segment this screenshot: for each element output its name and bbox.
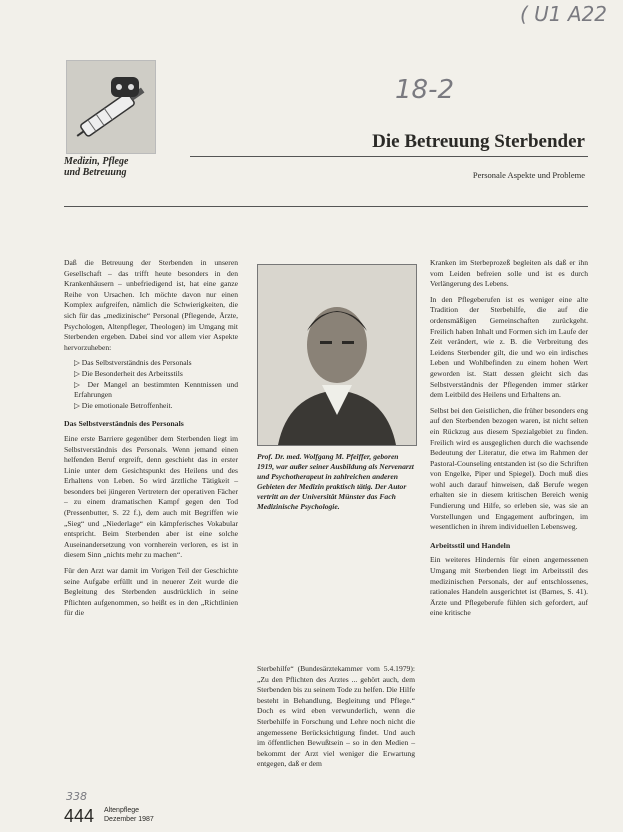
handwritten-note-top-right: ( U1 A22	[520, 2, 608, 26]
syringe-icon	[67, 61, 155, 153]
paragraph: Für den Arzt war damit im Vorigen Teil der Geschichte seine Aufgabe erfüllt und in neuerer Zeit wurde die Begleitung des Sterbenden ausdrücklich in seine Pflichten aufgenommen, so heißt es in den „Richtlinien für die	[64, 566, 238, 618]
magazine-info	[104, 806, 154, 824]
bullet-list	[64, 358, 238, 411]
paragraph: Eine erste Barriere gegenüber dem Sterbenden liegt im Selbstverständnis des Personals. Wenn jemand einen helfenden Beruf ergreift, denn geschieht das in erster Linie unter dem Gesichtspunkt des Heilens und des Erhaltens von Leben. So wird ärztliche Tätigkeit – besonders bei jüngeren Vertretern der operativen Fächer – zu einem dramatischen Kampf gegen den Tod (Pressenbutter, S. 22 f.), dem auch mit Begriffen wie „Sieg“ und „Niederlage“ ein kämpferisches Vokabular entspricht. Beim Sterbenden aber ist eine solche Auseinandersetzung von vornherein verloren, es ist in diesem Sinn „nichts mehr zu machen“.	[64, 433, 238, 560]
photo-caption: Prof. Dr. med. Wolfgang M. Pfeiffer, geboren 1919, war außer seiner Ausbildung als Nervenarzt und Psychotherapeut in zahlreichen anderen Gebieten der Medizin praktisch tätig. Der Autor vertritt an der Universität Münster das Fach Medizinische Psychologie.	[257, 452, 414, 511]
paragraph: In den Pflegeberufen ist es weniger eine alte Tradition der Sterbehilfe, die auf die ordensmäßigen Gemeinschaften zurückgeht. Freilich haben Inhalt und Formen sich im Laufe der Zeit verändert, wie z. B. die Verbreitung des Leidens Sterbender gilt, die und wo ein irdisches Leben und Wohlbefinden zu einem hohen Wert geworden ist. Statt dessen gleicht sich das Selbstverständnis der Pflegenden immer stärker dem Leitbild des Heilens und Erhaltens an.	[430, 294, 588, 400]
list-item: ▷ Der Mangel an bestimmten Kenntnissen und Erfahrungen	[74, 380, 238, 401]
title-rule	[190, 156, 588, 157]
magazine-date: Dezember 1987	[104, 816, 154, 823]
list-item: ▷ Die emotionale Betroffenheit.	[74, 401, 238, 412]
column-right	[430, 258, 588, 624]
paragraph: Ein weiteres Hindernis für einen angemessenen Umgang mit Sterbenden liegt im Arbeitsstil des medizinischen Personals, der auf entschlossenes, rationales Handeln ausgerichtet ist (Barnes, S. 41). Ärzte und Pflegeberufe fühlen sich gefordert, auf eine kritische	[430, 555, 588, 618]
list-item: ▷ Das Selbstverständnis des Personals	[74, 358, 238, 369]
paragraph: Daß die Betreuung der Sterbenden in unseren Gesellschaft – das trifft heute besonders in den Krankenhäusern – unbefriedigend ist, hat eine ganze Reihe von Ursachen. Ich möchte davon nur einen Komplex aufgreifen, nämlich die Schwierigkeiten, die sich für das „medizinische“ Personal (Pflegende, Ärzte, Psychologen, Altenpfleger, Theologen) im Umgang mit Sterbenden ergeben. Dabei sind vor allem vier Aspekte hervorzuheben:	[64, 258, 238, 352]
handwritten-note-number: 18-2	[395, 75, 455, 105]
article-title: Die Betreuung Sterbender	[372, 131, 585, 152]
section-logo-image	[66, 60, 156, 154]
paragraph: Sterbehilfe“ (Bundesärztekammer vom 5.4.1979): „Zu den Pflichten des Arztes ... gehört auch, dem Sterbenden bis zu seinem Tode zu helfen. Die Hilfe besteht in Behandlung, Begleitung und Pflege.“ Doch es wird eben verwunderlich, wenn die Sterbehilfe in Forschung und Lehre noch nicht die angemessene Berücksichtigung findet. Und auch im öffentlichen Bewußtsein – so in den Medien – bekommt der Arzt viel weniger die Erwartung entgegen, daß er dem	[257, 664, 415, 769]
section-heading: Das Selbstverständnis des Personals	[64, 419, 184, 429]
section-label	[64, 156, 184, 178]
column-middle	[257, 664, 415, 775]
magazine-name: Altenpflege	[104, 807, 140, 814]
section-label-line2: und Betreuung	[64, 167, 127, 178]
section-label-line1: Medizin, Pflege	[64, 156, 129, 167]
page-number: 444	[64, 806, 95, 826]
list-item: ▷ Die Besonderheit des Arbeitsstils	[74, 369, 238, 380]
paragraph: Selbst bei den Geistlichen, die früher besonders eng auf den Sterbenden bezogen waren, ist nicht selten ein Rückzug aus diesem Spezialgebiet zu finden. Freilich wird es ausgeglichen durch die wachsende Bedeutung der Literatur, die etwa im Rahmen der Pastoral-Counseling entstanden ist (so die Schriften von Engelke, Piper und Spiegel). Doch muß dies wohl auch darauf hinweisen, daß Berufe wegen erhalten sie in diesem kritischen Bereich wenig Fundierung und Hilfe, so erleben sie, was sie an Vorstellungen und Engagement aufbringen, im wesentlichen in ihrem individuellen Lebensweg.	[430, 405, 588, 532]
section-heading: Arbeitsstil und Handeln	[430, 540, 511, 550]
portrait-image	[258, 265, 416, 445]
header-bottom-rule	[64, 206, 588, 207]
article-subtitle: Personale Aspekte und Probleme	[472, 170, 585, 180]
paragraph: Kranken im Sterbeprozeß begleiten als daß er ihn vom Leiden befreien solle und ist es durch Verlängerung des Lebens.	[430, 258, 588, 289]
handwritten-page-scribble: 338	[66, 790, 87, 803]
column-left	[64, 258, 238, 624]
author-photo	[257, 264, 417, 446]
